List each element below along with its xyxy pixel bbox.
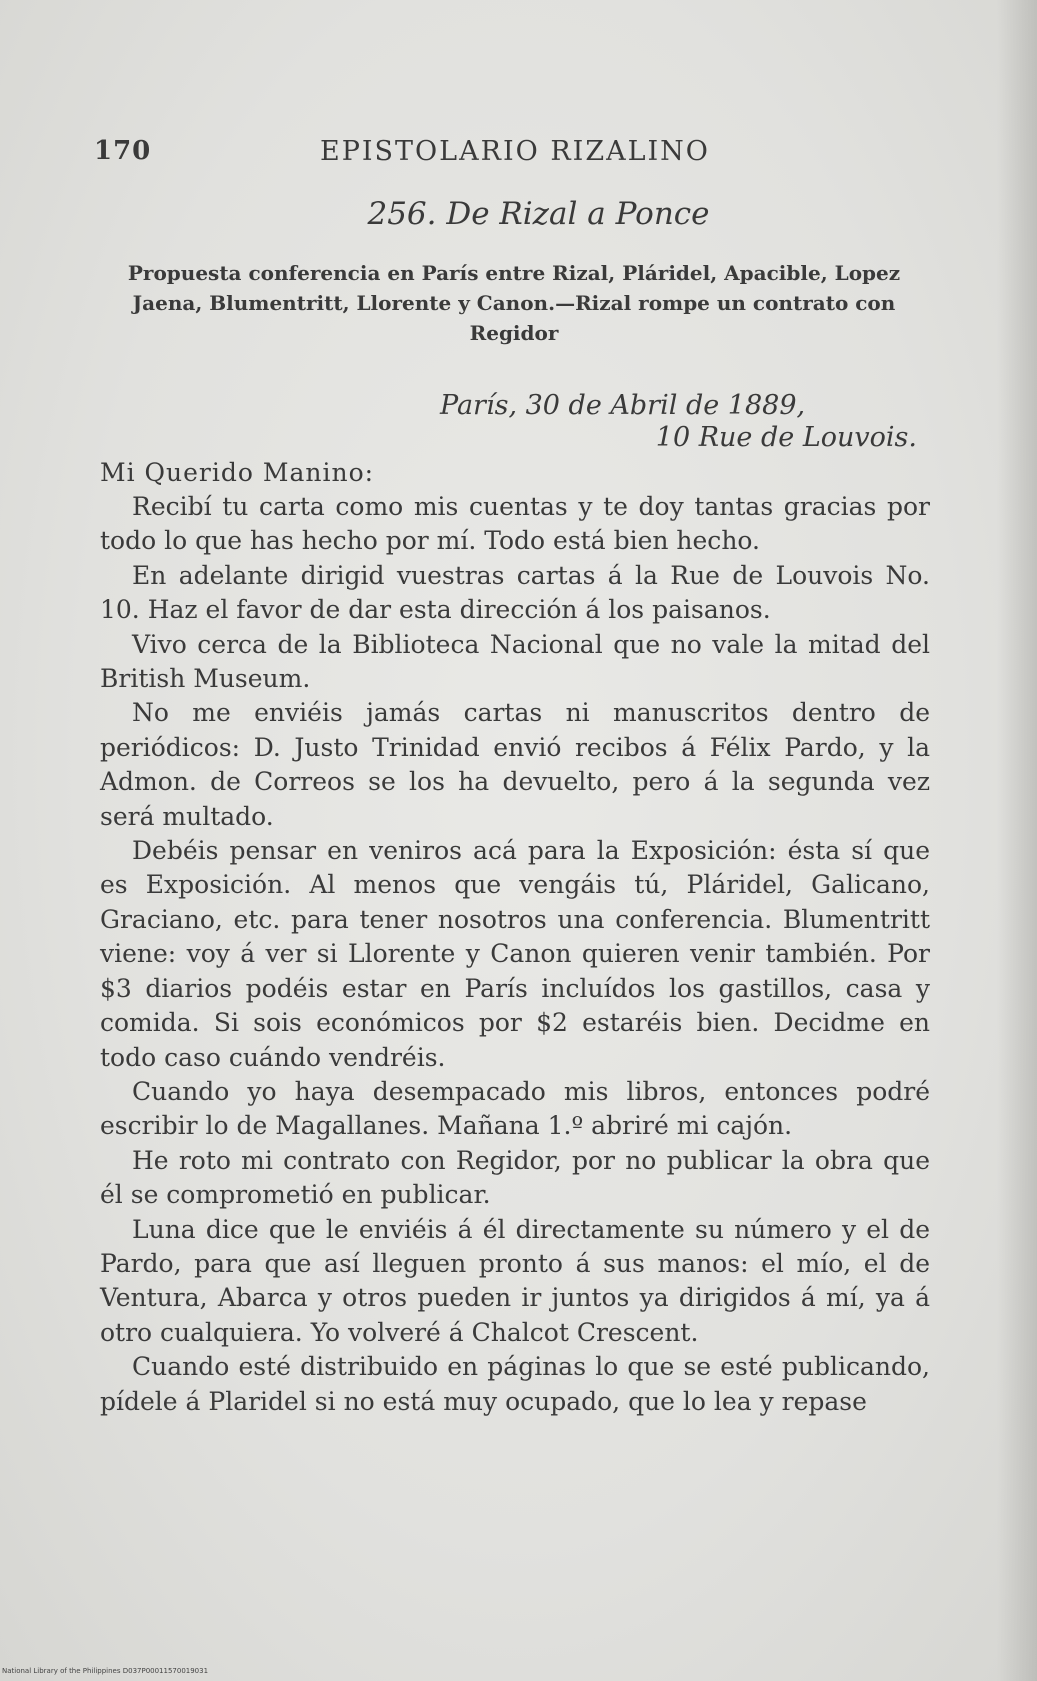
paragraph: Debéis pensar en veniros acá para la Exposición: ésta sí que es Exposición. Al menos que vengáis tú, Pláridel, Galicano, Graciano, etc. para tener nosotros una conferencia. Blumentritt viene: voy á ver si Llorente y Canon quieren venir también. Por $3 diarios podéis estar en París incluídos los gastillos, casa y comida. Si sois económicos por $2 estaréis bien. Decidme en todo caso cuándo vendréis.: [100, 836, 930, 1072]
paragraph: Cuando yo haya desempacado mis libros, entonces podré escribir lo de Magallanes. Mañana 1.º abriré mi cajón.: [100, 1076, 930, 1141]
letter-salutation: Mi Querido Manino:: [100, 458, 375, 487]
paragraph: En adelante dirigid vuestras cartas á la Rue de Louvois No. 10. Haz el favor de dar esta dirección á los paisanos.: [100, 560, 930, 625]
running-title: EPISTOLARIO RIZALINO: [320, 136, 710, 167]
page-edge-shadow: [997, 0, 1037, 1681]
page-header: [94, 136, 929, 176]
paragraph: Luna dice que le enviéis á él directamente su número y el de Pardo, para que así lleguen pronto á sus manos: el mío, el de Ventura, Abarca y otros pueden ir juntos ya dirigidos á mí, ya á otro cualquiera. Yo volveré á Chalcot Crescent.: [100, 1214, 930, 1347]
paragraph: Recibí tu carta como mis cuentas y te doy tantas gracias por todo lo que has hecho por mí. Todo está bien hecho.: [100, 492, 930, 556]
letter-summary: Propuesta conferencia en París entre Rizal, Pláridel, Apacible, Lopez Jaena, Blumentritt, Llorente y Canon.—Rizal rompe un contrato con Regidor: [127, 261, 901, 345]
paragraph: No me enviéis jamás cartas ni manuscritos dentro de periódicos: D. Justo Trinidad envió recibos á Félix Pardo, y la Admon. de Correos se los ha devuelto, pero á la segunda vez será multado.: [100, 698, 930, 831]
paragraph: Vivo cerca de la Biblioteca Nacional que no vale la mitad del British Museum.: [100, 629, 930, 694]
letter-body: [100, 490, 930, 1419]
page-number: 170: [94, 136, 152, 166]
paragraph: He roto mi contrato con Regidor, por no publicar la obra que él se comprometió en publicar.: [100, 1145, 930, 1210]
paragraph: Cuando esté distribuido en páginas lo que se esté publicando, pídele á Plaridel si no está muy ocupado, que lo lea y repase: [100, 1352, 930, 1416]
scan-footer-note: National Library of the Philippines D037P00011570019031: [2, 1667, 209, 1675]
letter-dateline: París, 30 de Abril de 1889,: [440, 390, 806, 421]
letter-address: 10 Rue de Louvois.: [655, 422, 917, 453]
letter-title: 256. De Rizal a Ponce: [367, 196, 710, 232]
